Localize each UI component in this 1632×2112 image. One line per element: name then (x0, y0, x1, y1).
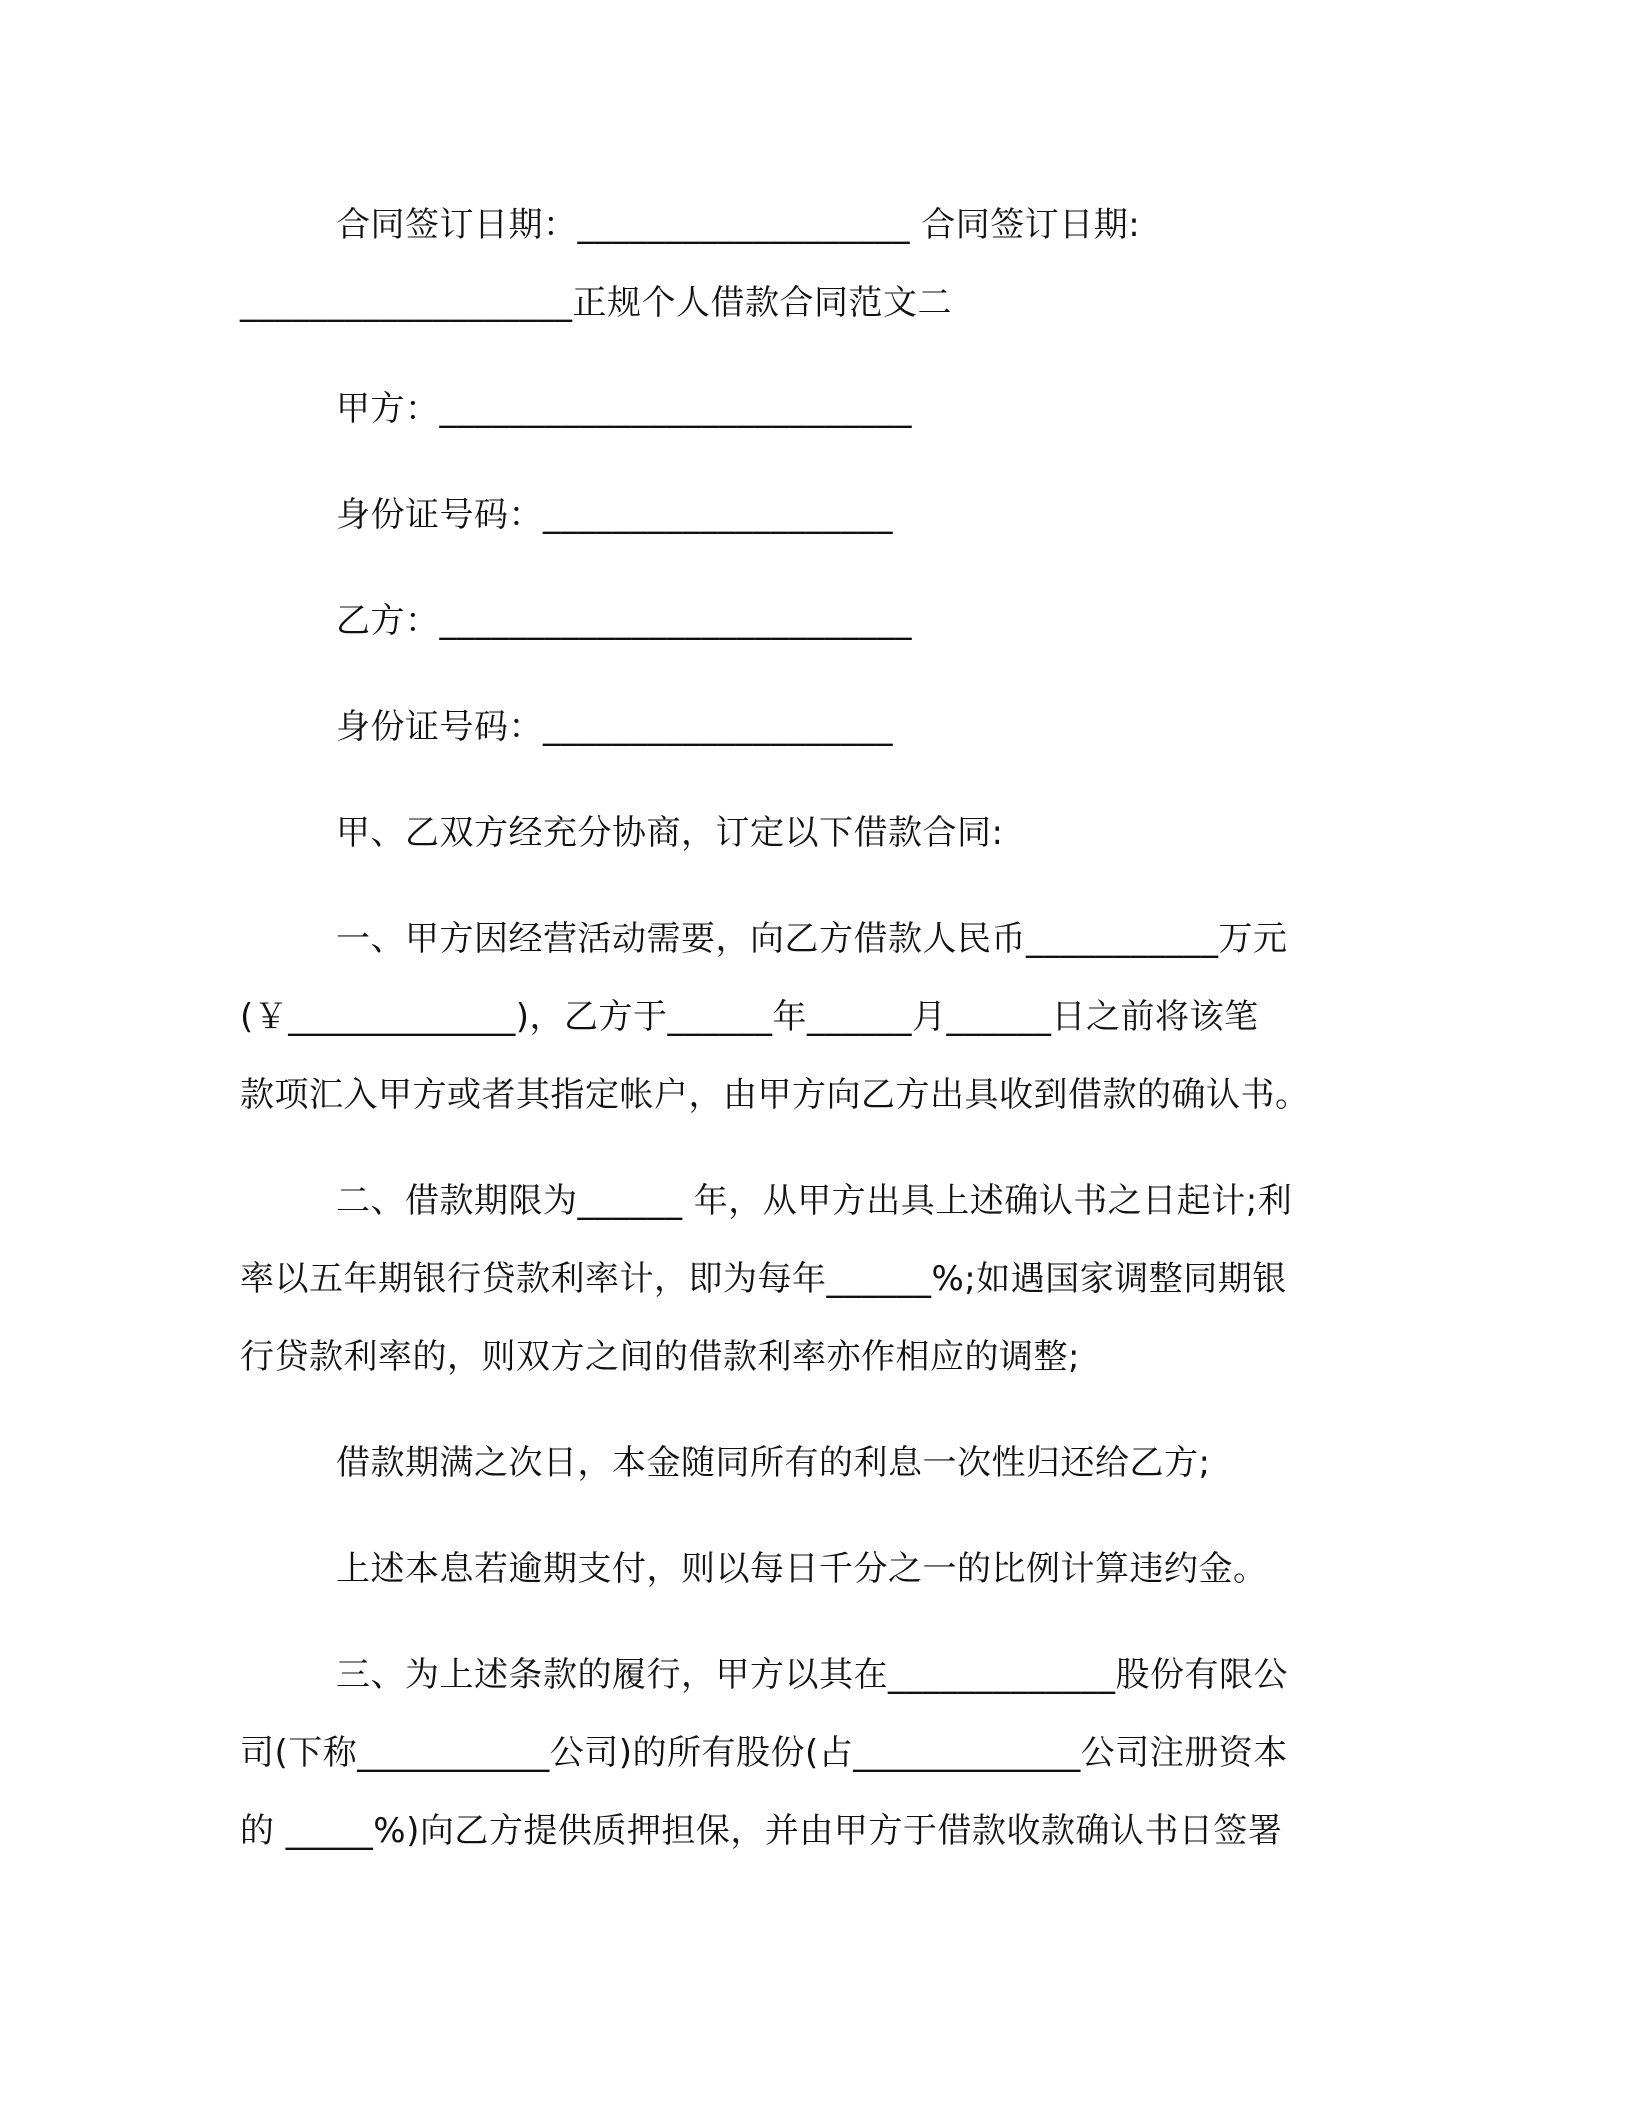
intro-paragraph: 甲、乙双方经充分协商，订定以下借款合同: (336, 813, 1004, 853)
text-line: ___________________正规个人借款合同范文二 (240, 283, 952, 323)
clause-2b-paragraph: 借款期满之次日，本金随同所有的利息一次性归还给乙方; (336, 1443, 1211, 1483)
text-line: 三、为上述条款的履行，甲方以其在_____________股份有限公 (336, 1655, 1288, 1695)
party-b-id-field: 身份证号码：____________________ (336, 707, 893, 747)
text-line: 款项汇入甲方或者其指定帐户，由甲方向乙方出具收到借款的确认书。 (240, 1075, 1310, 1115)
text-line: 一、甲方因经营活动需要，向乙方借款人民币___________万元 (336, 919, 1288, 959)
party-b-field: 乙方：___________________________ (336, 601, 912, 641)
party-a-id-field: 身份证号码：____________________ (336, 495, 893, 535)
clause-2-paragraph (240, 1162, 1380, 1396)
text-line: 合同签订日期：___________________ 合同签订日期: (336, 205, 1141, 245)
text-line: 率以五年期银行贷款利率计，即为每年______%;如遇国家调整同期银 (240, 1259, 1287, 1299)
text-line: 二、借款期限为______ 年，从甲方出具上述确认书之日起计;利 (336, 1181, 1293, 1221)
text-line: 行贷款利率的，则双方之间的借款利率亦作相应的调整; (240, 1337, 1080, 1377)
text-line: 司(下称___________公司)的所有股份(占_____________公司注册资本 (240, 1733, 1288, 1773)
document-body (240, 186, 1380, 1870)
text-line: (￥_____________)，乙方于______年______月______日之前将该笔 (240, 997, 1259, 1037)
text-line: 的 _____%)向乙方提供质押担保，并由甲方于借款收款确认书日签署 (240, 1811, 1283, 1851)
clause-3-paragraph (240, 1636, 1380, 1870)
party-a-field: 甲方：___________________________ (336, 389, 912, 429)
signing-date-paragraph (240, 186, 1380, 342)
clause-1-paragraph (240, 900, 1380, 1134)
clause-2c-paragraph: 上述本息若逾期支付，则以每日千分之一的比例计算违约金。 (336, 1549, 1268, 1589)
